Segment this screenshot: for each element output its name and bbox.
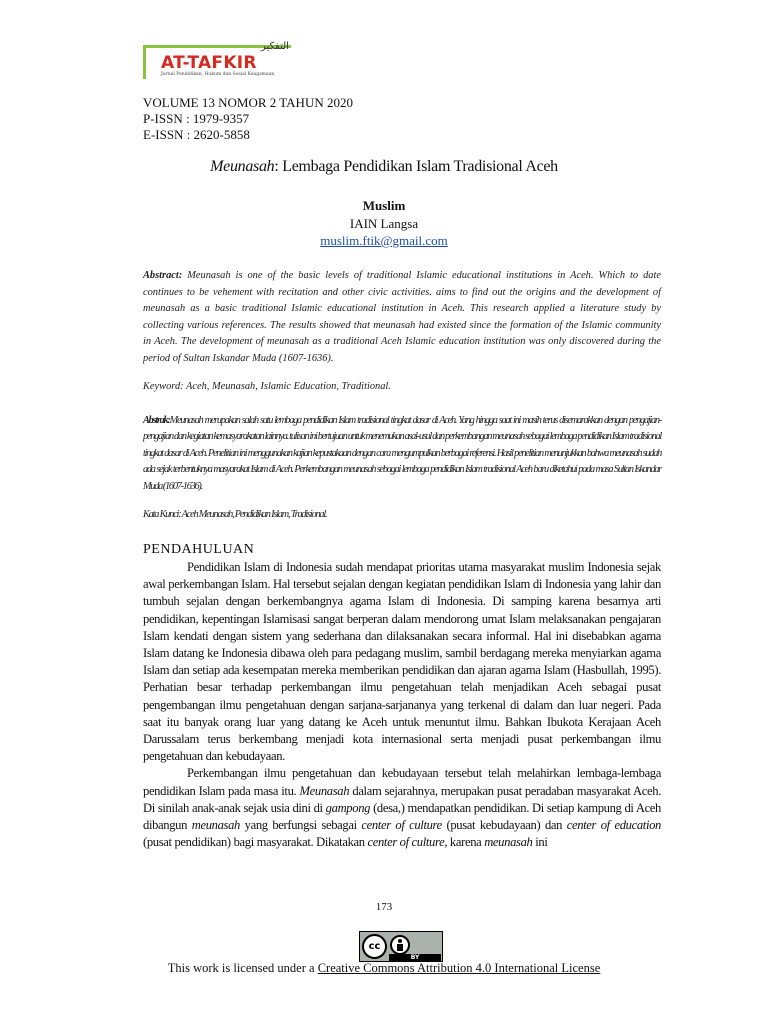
p2-italic: center of culture [367,835,445,850]
abstract-english [143,268,661,368]
abstract-id-label: Abstrak: [143,415,170,426]
p2-italic: center of education [566,818,661,833]
person-body [397,944,403,951]
paragraph-1: Pendidikan Islam di Indonesia sudah mendapat prioritas utama masyarakat muslim Indonesia sejak awal perkembangan Islam. Hal tersebut sejalan dengan kegiatan pendidikan Islam di Indonesia yang lahir dan tumbuh sejalan dengan berkembangnya agama Islam di Indonesia. Di samping karena besarnya arti pendidikan, kepentingan Islamisasi sangat berperan dalam mendorong umat Islam melaksanakan pengajaran Islam kendati dengan sistem yang sederhana dan dilaksanakan secara informal. Hal ini disebabkan agama Islam datang ke Indonesia dibawa oleh para pedagang muslim, sambil berdagang mereka menyiarkan agama Islam dan setiap ada kesempatan mereka memberikan pendidikan dan ajaran agama Islam (Hasbullah, 1995). Perhatian besar terhadap perkembangan ilmu pengetahuan telah menjadikan Aceh sebagai pusat pengembangan ilmu pengetahuan dengan sarjana-sarjananya yang terkenal di dalam dan luar negeri. Pada saat itu banyak orang luar yang datang ke Aceh untuk menuntut ilmu. Bahkan Ibukota Kerajaan Aceh Darussalam terus berkembang menjadi kota internasional serta menjadi pusat perkembangan ilmu pengetahuan dan kebudayaan. [143,560,661,764]
author-email-link[interactable]: muslim.ftik@gmail.com [320,233,448,248]
p2-seg: , karena [444,835,485,850]
p2-seg: dalam sejarahnya, merupakan pusat peradaban masyarakat Aceh. Di sinilah anak-anak sejak usia dini di [143,783,661,815]
pissn: P-ISSN : 1979-9357 [143,111,250,126]
journal-logo [143,41,303,85]
license-notice [0,961,768,976]
page-number: 173 [375,901,393,913]
volume-info [143,95,353,143]
author-name: Muslim [362,198,406,213]
p2-seg: (pusat pendidikan) bagi masyarakat. Dikatakan [143,835,368,850]
logo-arabic: التفكير [261,41,289,52]
logo-tagline: Jurnal Pendidikan, Hukum dan Sosial Keagamaan [161,72,275,77]
author-email-row [0,233,768,249]
abstract-en-text: Meunasah is one of the basic levels of traditional Islamic educational institutions in Aceh. Which to date continues to be vehement with recitation and other civic activities. aims to find out the origins and the development of meunasah as a basic traditional Islamic educational institution in Aceh. This research applied a literature study by collecting various references. The results showed that meunasah had existed since the formation of the Islamic community in Aceh. The development of meunasah as a traditional Aceh Islamic education institution was only discovered during the period of Sultan Iskandar Muda (1607-1636). [143,270,661,364]
abstract-indonesian [143,413,661,495]
p2-italic: Meunasah [299,783,350,798]
title-italic: Meunasah [210,158,275,175]
abstract-en-label: Abstract: [143,270,183,281]
eissn: E-ISSN : 2620-5858 [143,127,250,142]
license-link[interactable]: Creative Commons Attribution 4.0 International License [317,961,601,975]
p2-italic: meunasah [191,818,240,833]
p2-italic: center of culture [361,818,442,833]
body-text [143,559,661,851]
section-heading: PENDAHULUAN [143,542,255,557]
p2-seg: (desa,) mendapatkan pendidikan. Di setiap kampung di Aceh dibangun [143,800,661,833]
title-rest: : Lembaga Pendidikan Islam Tradisional Aceh [274,158,558,175]
license-prefix: This work is licensed under a [167,961,318,975]
person-head [398,939,402,943]
p2-italic: meunasah [484,835,533,850]
abstract-id-text: Meunasah merupakan salah satu lembaga pendidikan Islam tradisional tingkat dasar di Aceh. Yang hingga saat ini masih terus disemarakkan dengan pengajian-pengajian dan kegiatan kemasyarakatan lainnya. tulisan ini bertujuan untuk menemukan asal-usul dan perkembangan meunasah sebagai lembaga pendidikan Islam tradisional tingkat dasar di Aceh. Penelitian ini menggunakan kajian kepustakaan dengan cara mengumpulkan berbagai referensi. Hasil penelitian menunjukkan bahwa meunasah sudah ada sejak terbentuknya masyarakat Islam di Aceh. Perkembangan meunasah sebagai lembaga pendidikan Islam tradisional Aceh baru diketahui pada masa Sultan Iskandar Muda (1607-1636). [143,415,661,492]
p2-seg: (pusat kebudayaan) dan [441,818,567,833]
paragraph-2 [143,765,661,851]
p2-seg: yang berfungsi sebagai [240,818,362,833]
p2-seg: ini [532,835,548,850]
p2-italic: gampong [325,800,371,815]
attribution-person-icon [390,935,410,955]
article-title [0,158,768,176]
keywords-indonesian: Kata Kunci: Aceh Meunasah, Pendidikan Islam, Tradisional. [143,509,327,520]
logo-name: AT-TAFKIR [161,53,257,73]
cc-by-badge[interactable] [359,931,443,962]
logo-left-bar [143,45,146,79]
volume-line: VOLUME 13 NOMOR 2 TAHUN 2020 [143,95,353,110]
cc-by-label: BY [389,954,441,961]
keywords-english: Keyword: Aceh, Meunasah, Islamic Education, Traditional. [143,381,391,392]
author-affiliation: IAIN Langsa [349,216,419,231]
creative-commons-icon: cc [362,934,387,959]
p2-seg: Perkembangan ilmu pengetahuan dan kebudayaan tersebut telah melahirkan lembaga-lembaga pendidikan Islam pada masa itu. [143,766,661,798]
